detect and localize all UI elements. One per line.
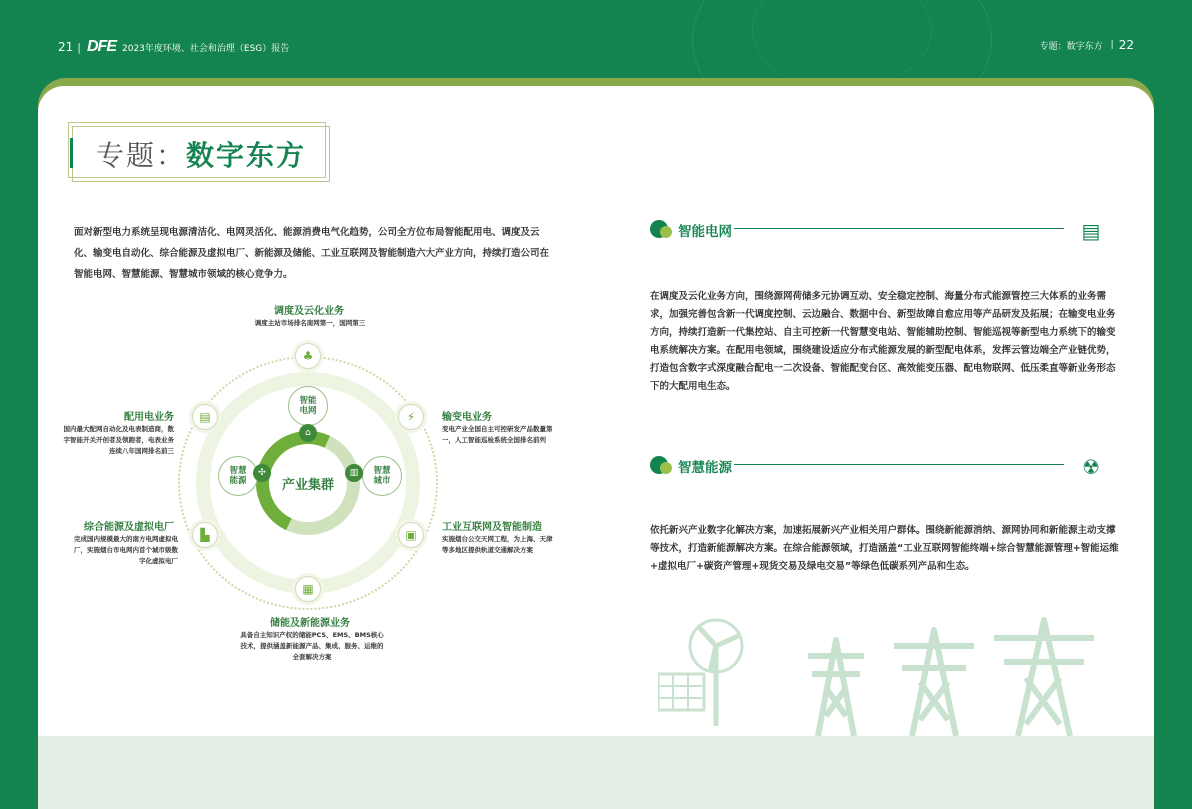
node-desc-industrial-internet: 实施烟台公交天网工程，为上海、天津等多地区提供轨道交通解决方案	[442, 535, 553, 554]
city-mini-icon: ▥	[345, 464, 363, 482]
title-accent-bar	[70, 138, 73, 168]
page-title	[68, 122, 328, 182]
node-title-transmission: 输变电业务	[442, 412, 492, 423]
sub-label-line: 城市	[373, 476, 391, 486]
sub-bubble-energy	[218, 456, 258, 496]
tower-large	[994, 620, 1094, 736]
tree-icon: ♣	[295, 343, 321, 369]
node-desc-transmission: 变电产业全国自主可控研发产品数量第一，人工智能巡检系统全国排名前列	[442, 425, 553, 444]
divider: |	[1110, 40, 1114, 50]
server-rack-icon: ▤	[1081, 219, 1101, 243]
tower-small	[808, 640, 864, 736]
node-desc-distribution: 国内最大配网自动化及电表制造商，数字智能开关开创者及领跑者，电表业务连续八年国网排名前三	[63, 425, 174, 455]
node-title-dispatch: 调度及云化业务	[274, 306, 344, 317]
section-dot	[660, 226, 672, 238]
top-banner	[0, 0, 1192, 80]
node-desc-integrated-energy: 完成国内规模最大的南方电网虚拟电厂，实施烟台市电网内首个城市级数字化虚拟电厂	[74, 535, 178, 565]
section-smart-grid-header	[648, 216, 1128, 250]
right-page-number: 22	[1118, 38, 1134, 52]
node-title-integrated-energy: 综合能源及虚拟电厂	[84, 522, 174, 533]
divider: |	[77, 40, 81, 54]
dfe-logo: DFE	[87, 38, 116, 55]
sub-label-line: 智慧	[373, 466, 391, 476]
core-label: 产业集群	[281, 478, 334, 493]
sub-label-line: 智能	[299, 396, 317, 406]
battery-icon: ▦	[295, 576, 321, 602]
factory-icon: ▙	[192, 522, 218, 548]
sub-bubble-grid	[288, 386, 328, 426]
substation-icon: ⚡	[398, 404, 424, 430]
section-title: 智慧能源	[678, 460, 732, 476]
section-smart-energy-body: 依托新兴产业数字化解决方案，加速拓展新兴产业相关用户群体。围绕新能源消纳、源网协同和新能源主动支撑等技术，打造新能源解决方案。在综合能源领域，打造涵盖“工业互联网智能终端+综合智慧能源管理+智能运维+虚拟电厂+碳资产管理+现货交易及绿电交易”等绿色低碳系列产品和生态。	[650, 525, 1119, 572]
title-emphasis: 数字东方	[186, 139, 307, 172]
node-desc-dispatch: 调度主站市场排名南网第一，国网第三	[254, 319, 366, 327]
node-title-distribution: 配用电业务	[124, 412, 174, 423]
content-card	[38, 86, 1154, 809]
section-rule	[734, 228, 1064, 258]
header-left	[58, 38, 289, 56]
intro-paragraph: 面对新型电力系统呈现电源清洁化、电网灵活化、能源消费电气化趋势，公司全方位布局智能配用电、调度及云化、输变电自动化、综合能源及虚拟电厂、新能源及储能、工业互联网及智能制造六大产业方向，持续打造公司在智能电网、智慧能源、智慧城市领域的核心竞争力。	[74, 227, 550, 280]
node-title-industrial-internet: 工业互联网及智能制造	[442, 522, 542, 533]
left-page-number: 21	[58, 40, 74, 54]
sub-label-line: 智慧	[229, 466, 247, 476]
node-title-storage: 储能及新能源业务	[270, 618, 350, 629]
sub-label-line: 电网	[299, 406, 317, 416]
transmission-towers-illustration	[658, 616, 1138, 736]
section-smart-grid-body: 在调度及云化业务方向，围绕源网荷储多元协调互动、安全稳定控制、海量分布式能源管控三大体系的业务需求，加强完善包含新一代调度控制、云边融合、数据中台、新型故障自愈应用等产品研发及拓展；在输变电业务方向，持续打造新一代集控站、自主可控新一代智慧变电站、智能辅助控制、智能巡视等新型电力系统下的输变电系统解决方案。在配用电领域，围绕建设适应分布式能源发展的新型配电体系，发挥云管边端全产业链优势，打造包含数字式深度融合配电一二次设备、智能配变台区、高效能变压器、配电物联网、低压柔直等新业务形态下的大配用电生态。	[650, 291, 1116, 392]
section-smart-energy-header	[648, 452, 1128, 486]
sub-bubble-city	[362, 456, 402, 496]
title-prefix: 专题：	[96, 139, 187, 172]
decorative-arc	[752, 0, 932, 80]
wind-mini-icon: ✣	[253, 464, 271, 482]
monitor-icon: ▣	[398, 522, 424, 548]
tower-medium	[894, 630, 974, 736]
title-text	[96, 134, 306, 174]
node-desc-storage: 具备自主知识产权的储能PCS、EMS、BMS核心技术，提供涵盖新能源产品、集成、服务、运维的全套解决方案	[240, 631, 384, 661]
section-dot	[660, 462, 672, 474]
meter-icon: ▤	[192, 404, 218, 430]
radiation-icon: ☢	[1082, 455, 1100, 479]
grid-mini-icon: ⌂	[299, 424, 317, 442]
sub-label-line: 能源	[229, 476, 247, 486]
section-rule	[734, 464, 1064, 494]
industry-diagram	[38, 296, 598, 676]
section-name: 专题：数字东方	[1039, 41, 1103, 52]
header-right	[1040, 38, 1134, 52]
section-title: 智能电网	[678, 224, 732, 240]
bottom-band	[38, 736, 1154, 809]
wind-solar-illustration	[658, 620, 742, 726]
report-title: 2023年度环境、社会和治理（ESG）报告	[122, 43, 290, 54]
